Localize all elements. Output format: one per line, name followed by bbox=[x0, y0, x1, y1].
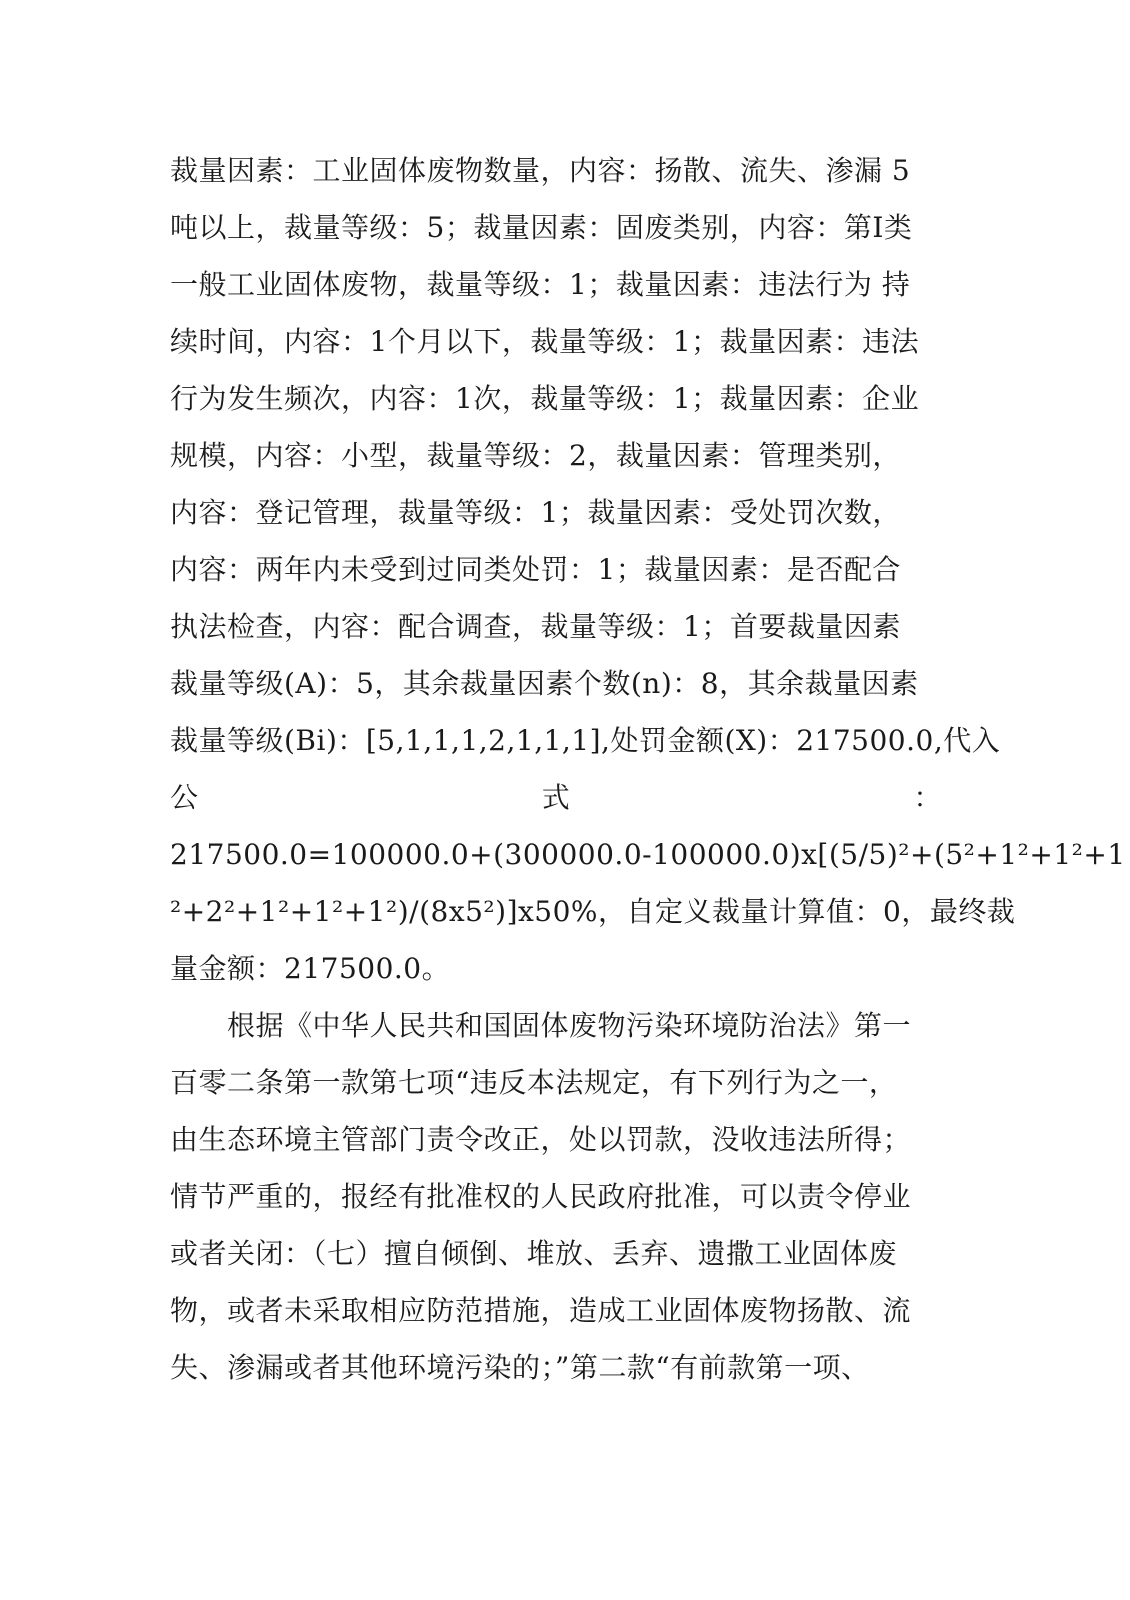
text-line: 规模，内容：小型，裁量等级：2，裁量因素：管理类别， bbox=[170, 439, 901, 472]
paragraph-start-line: 根据《中华人民共和国固体废物污染环境防治法》第一 bbox=[170, 1009, 912, 1042]
text-line: 行为发生频次，内容：1次，裁量等级：1；裁量因素：企业 bbox=[170, 382, 920, 415]
text-line: 吨以上，裁量等级：5；裁量因素：固废类别，内容：第I类 bbox=[170, 211, 913, 244]
text-line: 失、渗漏或者其他环境污染的；”第二款“有前款第一项、 bbox=[170, 1351, 870, 1384]
formula-line: ²+2²+1²+1²+1²)/(8x5²)]x50%，自定义裁量计算值：0，最终裁 bbox=[170, 895, 1016, 928]
formula-label-part: 式 bbox=[541, 781, 571, 814]
text-line: 量金额：217500.0。 bbox=[170, 952, 451, 985]
text-line: 内容：两年内未受到过同类处罚：1；裁量因素：是否配合 bbox=[170, 553, 901, 586]
text-line: 续时间，内容：1个月以下，裁量等级：1；裁量因素：违法 bbox=[170, 325, 920, 358]
formula-label-part: 公 bbox=[170, 781, 199, 814]
formula-label-part: ： bbox=[913, 781, 942, 814]
formula-line: 217500.0=100000.0+(300000.0-100000.0)x[(5/5)²+(5²+1²+1²+1 bbox=[170, 838, 1126, 871]
text-line: 内容：登记管理，裁量等级：1；裁量因素：受处罚次数， bbox=[170, 496, 901, 529]
text-line: 或者关闭：（七）擅自倾倒、堆放、丢弃、遗撒工业固体废 bbox=[170, 1237, 898, 1270]
text-line: 裁量因素：工业固体废物数量，内容：扬散、流失、渗漏 5 bbox=[170, 154, 911, 187]
text-line: 执法检查，内容：配合调查，裁量等级：1；首要裁量因素 bbox=[170, 610, 901, 643]
text-line: 一般工业固体废物，裁量等级：1；裁量因素：违法行为 持 bbox=[170, 268, 911, 301]
document-body bbox=[170, 142, 1126, 1396]
text-line: 物，或者未采取相应防范措施，造成工业固体废物扬散、流 bbox=[170, 1294, 912, 1327]
text-line: 裁量等级(Bi)：[5,1,1,1,2,1,1,1],处罚金额(X)：217500.0,代入 bbox=[170, 724, 1001, 757]
text-line: 由生态环境主管部门责令改正，处以罚款，没收违法所得； bbox=[170, 1123, 912, 1156]
text-line: 裁量等级(A)：5，其余裁量因素个数(n)：8，其余裁量因素 bbox=[170, 667, 919, 700]
formula-label-line bbox=[170, 769, 942, 826]
text-line: 情节严重的，报经有批准权的人民政府批准，可以责令停业 bbox=[170, 1180, 912, 1213]
text-line: 百零二条第一款第七项“违反本法规定，有下列行为之一， bbox=[170, 1066, 898, 1099]
